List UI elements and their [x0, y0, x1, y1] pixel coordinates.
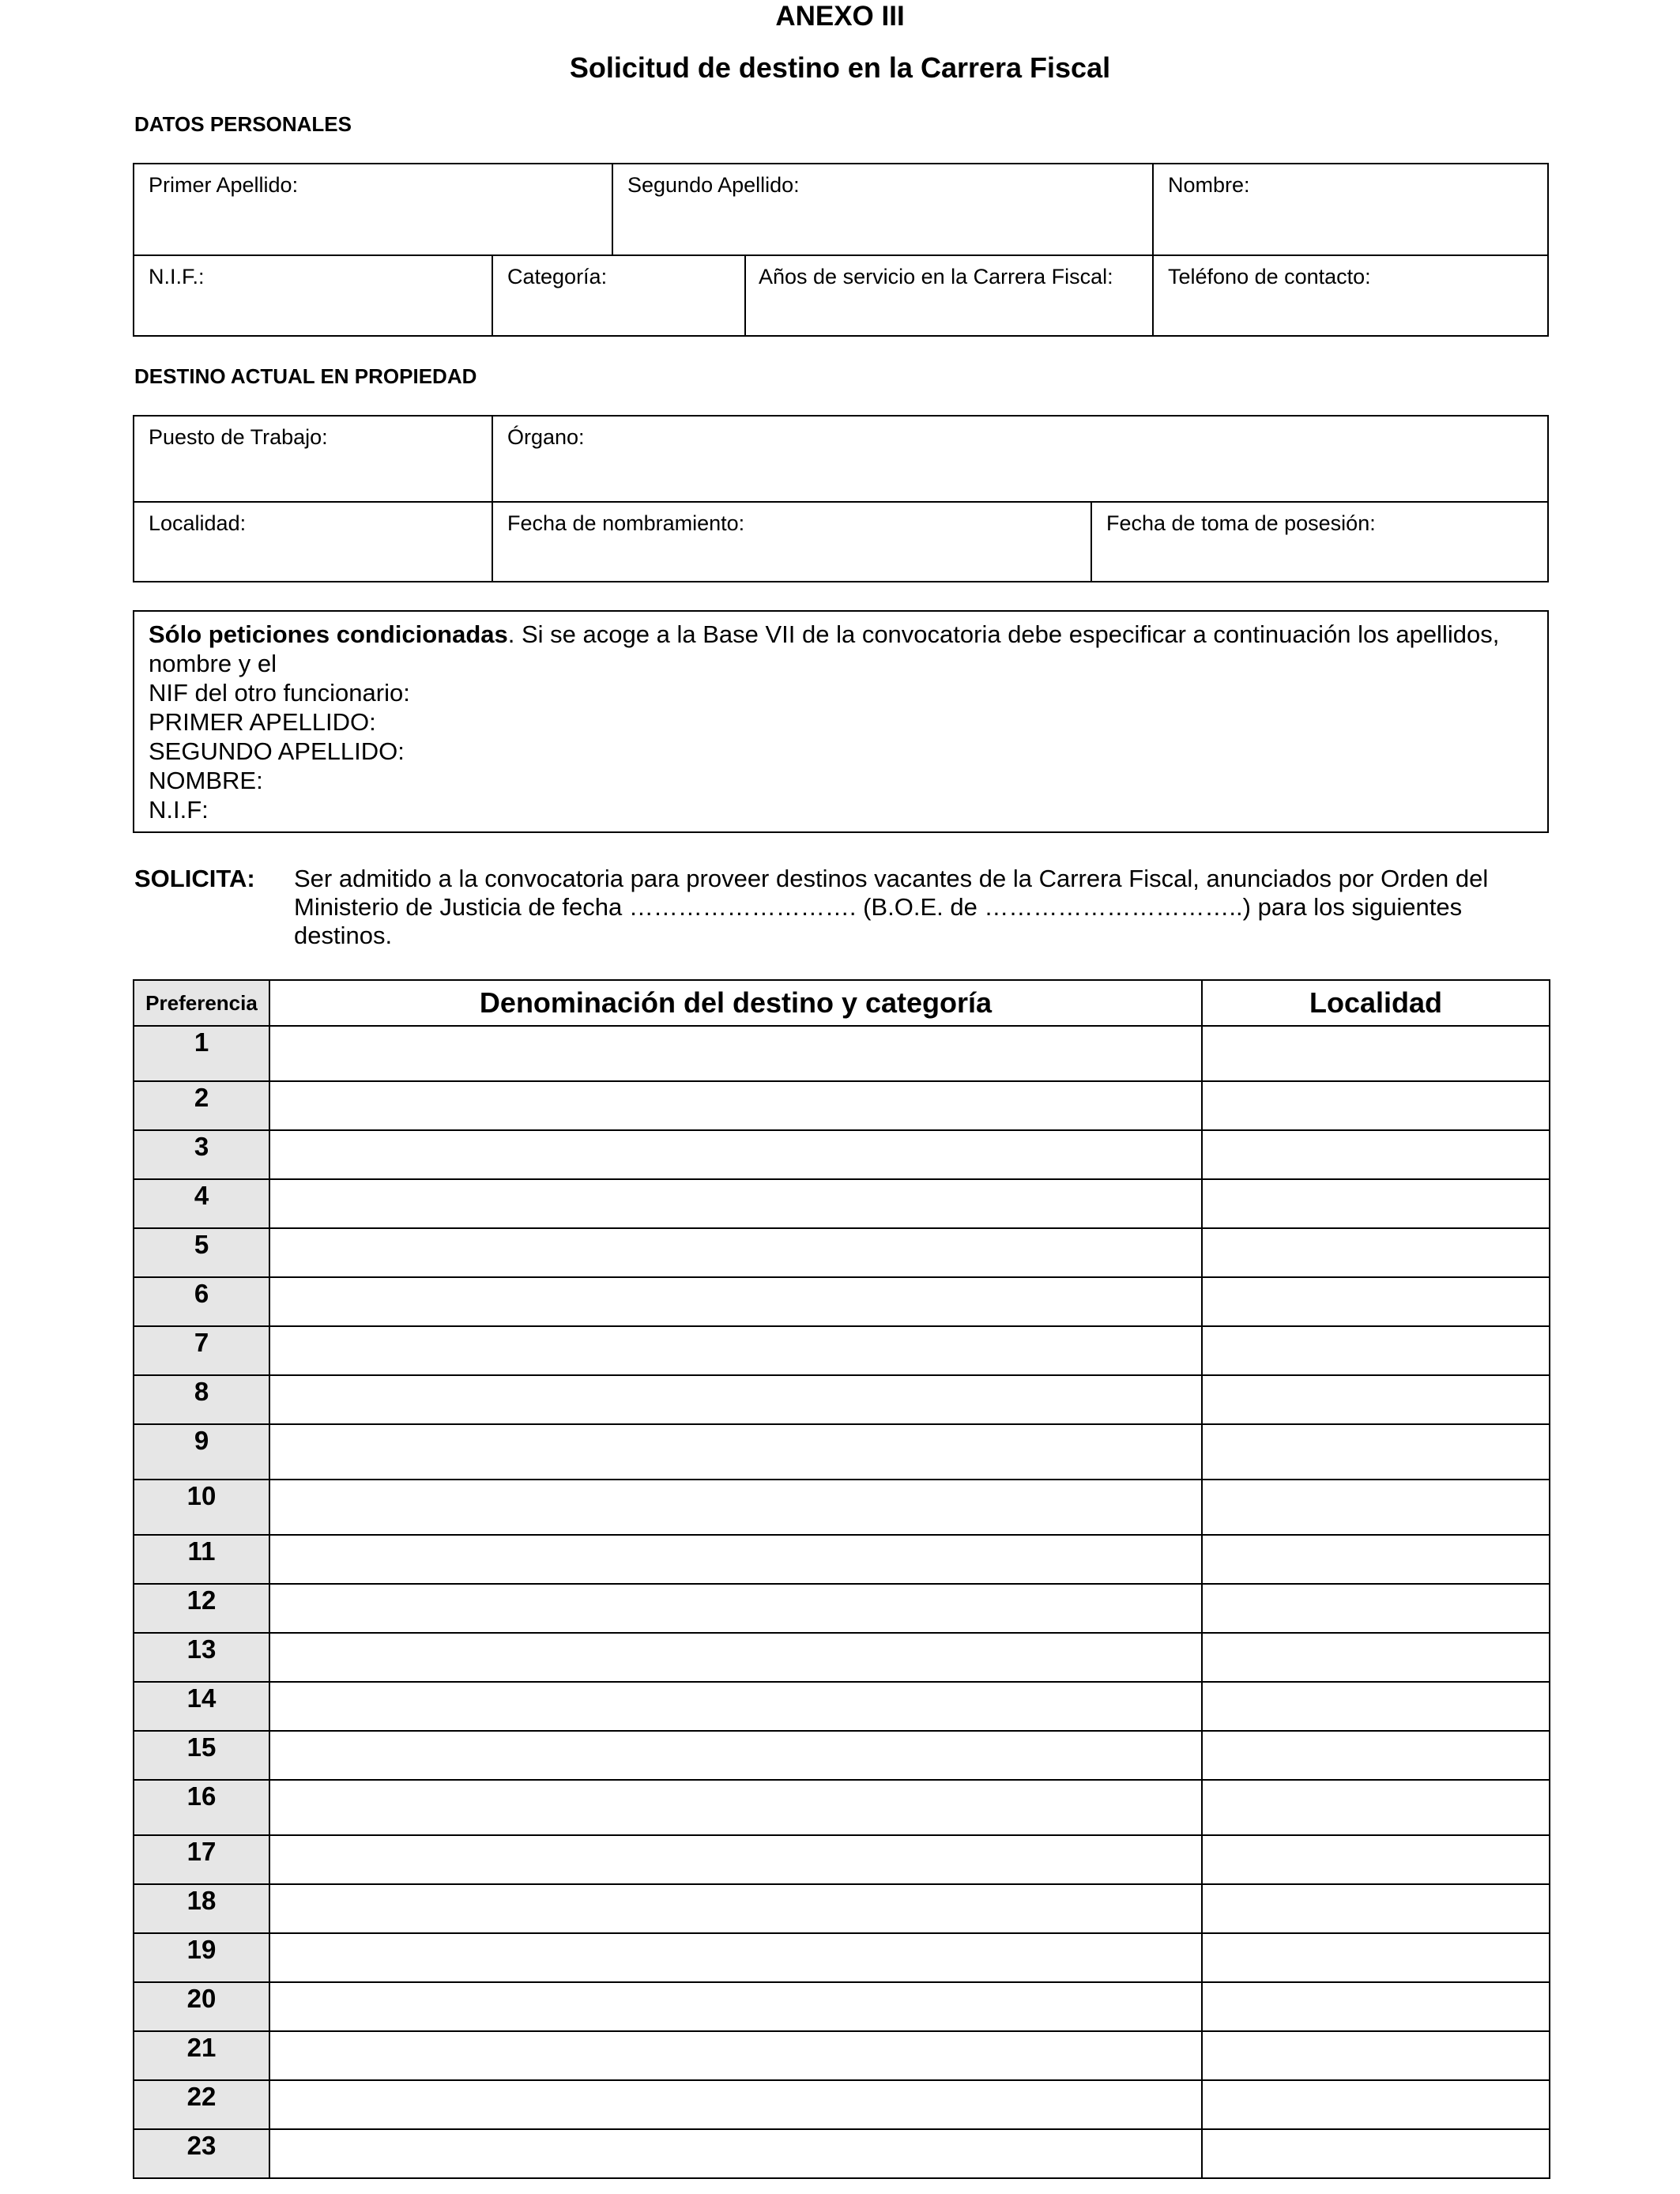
- denominacion-cell[interactable]: [269, 1535, 1202, 1584]
- localidad-cell[interactable]: [1202, 1277, 1550, 1326]
- preferencia-number: 5: [134, 1228, 269, 1277]
- column-header-localidad: Localidad: [1202, 980, 1550, 1026]
- table-row: [134, 1424, 1550, 1480]
- anos-servicio-field[interactable]: Años de servicio en la Carrera Fiscal:: [759, 265, 1113, 288]
- denominacion-cell[interactable]: [269, 1179, 1202, 1228]
- preferencia-number: 19: [134, 1933, 269, 1982]
- personal-data-box: [133, 163, 1549, 337]
- denominacion-cell[interactable]: [269, 1633, 1202, 1682]
- localidad-cell[interactable]: [1202, 1026, 1550, 1081]
- telefono-field[interactable]: Teléfono de contacto:: [1168, 265, 1371, 288]
- preferencia-number: 22: [134, 2080, 269, 2129]
- table-row: [134, 1884, 1550, 1933]
- preferencia-number: 8: [134, 1375, 269, 1424]
- denominacion-cell[interactable]: [269, 1326, 1202, 1375]
- denominacion-cell[interactable]: [269, 1026, 1202, 1081]
- page-title: Solicitud de destino en la Carrera Fiscal: [569, 51, 1111, 84]
- localidad-cell[interactable]: [1202, 1884, 1550, 1933]
- preferencia-number: 13: [134, 1633, 269, 1682]
- denominacion-cell[interactable]: [269, 1277, 1202, 1326]
- localidad-cell[interactable]: [1202, 1326, 1550, 1375]
- preferencia-number: 4: [134, 1179, 269, 1228]
- localidad-cell[interactable]: [1202, 1130, 1550, 1179]
- preferencia-number: 2: [134, 1081, 269, 1130]
- denominacion-cell[interactable]: [269, 1375, 1202, 1424]
- localidad-field[interactable]: Localidad:: [149, 511, 247, 535]
- localidad-cell[interactable]: [1202, 1424, 1550, 1480]
- nif-field[interactable]: N.I.F.:: [149, 265, 205, 288]
- table-row: [134, 1026, 1550, 1081]
- fecha-nombramiento-field[interactable]: Fecha de nombramiento:: [507, 511, 745, 535]
- denominacion-cell[interactable]: [269, 1480, 1202, 1535]
- denominacion-cell[interactable]: [269, 1780, 1202, 1835]
- denominacion-cell[interactable]: [269, 1731, 1202, 1780]
- table-row: [134, 1326, 1550, 1375]
- nombre-field[interactable]: Nombre:: [1168, 173, 1250, 197]
- condicionadas-segundo-apellido[interactable]: SEGUNDO APELLIDO:: [149, 737, 405, 765]
- preference-table: [133, 979, 1550, 2179]
- localidad-cell[interactable]: [1202, 1228, 1550, 1277]
- table-row: [134, 2080, 1550, 2129]
- column-header-denominacion: Denominación del destino y categoría: [269, 980, 1202, 1026]
- preferencia-number: 7: [134, 1326, 269, 1375]
- table-row: [134, 1682, 1550, 1731]
- localidad-cell[interactable]: [1202, 2080, 1550, 2129]
- preferencia-number: 23: [134, 2129, 269, 2178]
- condicionadas-nombre[interactable]: NOMBRE:: [149, 767, 263, 794]
- denominacion-cell[interactable]: [269, 1835, 1202, 1884]
- denominacion-cell[interactable]: [269, 1982, 1202, 2031]
- table-row: [134, 1835, 1550, 1884]
- localidad-cell[interactable]: [1202, 1780, 1550, 1835]
- localidad-cell[interactable]: [1202, 1682, 1550, 1731]
- denominacion-cell[interactable]: [269, 2080, 1202, 2129]
- condicionadas-primer-apellido[interactable]: PRIMER APELLIDO:: [149, 708, 376, 736]
- localidad-cell[interactable]: [1202, 1835, 1550, 1884]
- table-row: [134, 1081, 1550, 1130]
- fecha-posesion-field[interactable]: Fecha de toma de posesión:: [1106, 511, 1376, 535]
- preferencia-number: 21: [134, 2031, 269, 2080]
- table-row: [134, 1375, 1550, 1424]
- preferencia-number: 1: [134, 1026, 269, 1081]
- localidad-cell[interactable]: [1202, 1375, 1550, 1424]
- condicionadas-bold-lead: Sólo peticiones condicionadas: [149, 620, 508, 648]
- denominacion-cell[interactable]: [269, 1584, 1202, 1633]
- table-row: [134, 1584, 1550, 1633]
- solicita-label: SOLICITA:: [134, 865, 255, 892]
- table-row: [134, 1731, 1550, 1780]
- column-header-preferencia: Preferencia: [134, 980, 269, 1026]
- preferencia-number: 18: [134, 1884, 269, 1933]
- localidad-cell[interactable]: [1202, 2129, 1550, 2178]
- destino-actual-box: [133, 415, 1549, 582]
- preferencia-number: 11: [134, 1535, 269, 1584]
- localidad-cell[interactable]: [1202, 1982, 1550, 2031]
- localidad-cell[interactable]: [1202, 1584, 1550, 1633]
- section-label-personal: DATOS PERSONALES: [134, 112, 352, 136]
- table-row: [134, 1780, 1550, 1835]
- denominacion-cell[interactable]: [269, 1933, 1202, 1982]
- peticiones-condicionadas-text: [149, 620, 1541, 824]
- preferencia-number: 12: [134, 1584, 269, 1633]
- puesto-trabajo-field[interactable]: Puesto de Trabajo:: [149, 425, 328, 449]
- preferencia-number: 15: [134, 1731, 269, 1780]
- segundo-apellido-field[interactable]: Segundo Apellido:: [627, 173, 800, 197]
- denominacion-cell[interactable]: [269, 1884, 1202, 1933]
- section-label-destino-actual: DESTINO ACTUAL EN PROPIEDAD: [134, 364, 477, 388]
- denominacion-cell[interactable]: [269, 1081, 1202, 1130]
- table-row: [134, 1130, 1550, 1179]
- preference-table-body: [134, 1026, 1550, 2178]
- condicionadas-instructions: . Si se acoge a la Base VII de la convocatoria debe especificar a continuación los apellidos, nombre y el: [149, 620, 1500, 677]
- preferencia-number: 16: [134, 1780, 269, 1835]
- table-row: [134, 1633, 1550, 1682]
- denominacion-cell[interactable]: [269, 2031, 1202, 2080]
- condicionadas-nif-line: NIF del otro funcionario:: [149, 679, 410, 707]
- preferencia-number: 6: [134, 1277, 269, 1326]
- table-row: [134, 1277, 1550, 1326]
- condicionadas-nif[interactable]: N.I.F:: [149, 796, 209, 824]
- table-row: [134, 1179, 1550, 1228]
- organo-field[interactable]: Órgano:: [507, 425, 585, 449]
- denominacion-cell[interactable]: [269, 1228, 1202, 1277]
- table-row: [134, 2031, 1550, 2080]
- localidad-cell[interactable]: [1202, 1535, 1550, 1584]
- solicita-text: Ser admitido a la convocatoria para proveer destinos vacantes de la Carrera Fiscal, anunciados por Orden del Ministerio de Justicia de fecha ………………………. (B.O.E. de …………………………..) para los siguientes destinos.: [294, 865, 1489, 949]
- table-header-row: [134, 980, 1550, 1026]
- localidad-cell[interactable]: [1202, 1731, 1550, 1780]
- localidad-cell[interactable]: [1202, 1933, 1550, 1982]
- table-row: [134, 1480, 1550, 1535]
- denominacion-cell[interactable]: [269, 1130, 1202, 1179]
- preferencia-number: 10: [134, 1480, 269, 1535]
- denominacion-cell[interactable]: [269, 1682, 1202, 1731]
- preferencia-number: 20: [134, 1982, 269, 2031]
- preferencia-number: 3: [134, 1130, 269, 1179]
- denominacion-cell[interactable]: [269, 1424, 1202, 1480]
- table-row: [134, 1933, 1550, 1982]
- table-row: [134, 1228, 1550, 1277]
- localidad-cell[interactable]: [1202, 1633, 1550, 1682]
- preferencia-number: 17: [134, 1835, 269, 1884]
- table-row: [134, 2129, 1550, 2178]
- table-row: [134, 1535, 1550, 1584]
- localidad-cell[interactable]: [1202, 1179, 1550, 1228]
- localidad-cell[interactable]: [1202, 2031, 1550, 2080]
- preferencia-number: 9: [134, 1424, 269, 1480]
- preferencia-number: 14: [134, 1682, 269, 1731]
- peticiones-condicionadas-box: [133, 610, 1549, 833]
- denominacion-cell[interactable]: [269, 2129, 1202, 2178]
- localidad-cell[interactable]: [1202, 1480, 1550, 1535]
- table-row: [134, 1982, 1550, 2031]
- annex-title: ANEXO III: [775, 1, 905, 32]
- categoria-field[interactable]: Categoría:: [507, 265, 608, 288]
- primer-apellido-field[interactable]: Primer Apellido:: [149, 173, 299, 197]
- localidad-cell[interactable]: [1202, 1081, 1550, 1130]
